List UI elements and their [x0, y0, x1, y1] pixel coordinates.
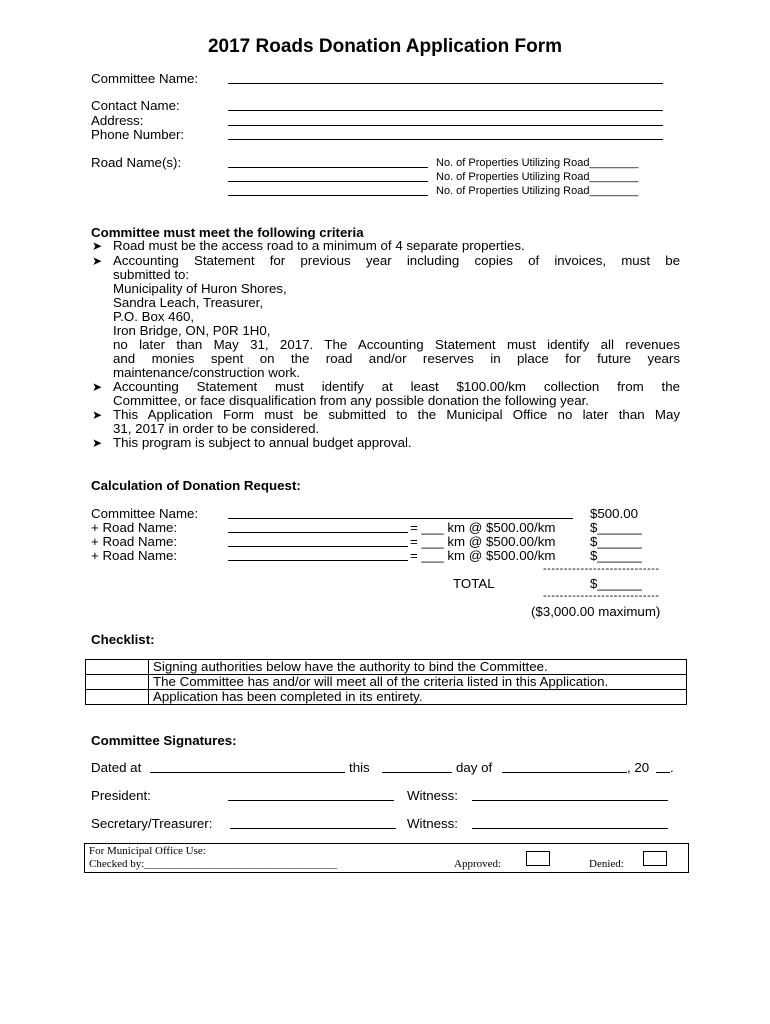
president-signature-field[interactable]: [228, 800, 394, 801]
checklist-row: [86, 660, 687, 675]
checklist-row: [86, 690, 687, 705]
calc-maximum: ($3,000.00 maximum): [531, 604, 661, 619]
deadline-text: and monies spent on the road and/or reserves in place for future years: [113, 351, 680, 366]
municipal-office-box: [84, 843, 689, 873]
criteria-item: Accounting Statement must identify at least $100.00/km collection from the: [113, 379, 680, 394]
year-field[interactable]: [656, 772, 670, 773]
calc-road-amount: $______: [590, 548, 642, 563]
month-field[interactable]: [502, 772, 627, 773]
address-field[interactable]: [228, 125, 663, 126]
address-label: Address:: [91, 113, 144, 128]
calc-road-amount: $______: [590, 520, 642, 535]
calc-committee-field[interactable]: [228, 518, 573, 519]
checklist-heading: Checklist:: [91, 632, 155, 647]
mailing-address-line: Sandra Leach, Treasurer,: [113, 295, 264, 310]
checklist-checkbox[interactable]: [86, 660, 149, 675]
year-prefix-label: , 20: [627, 760, 650, 775]
page-title: 2017 Roads Donation Application Form: [207, 36, 562, 57]
checklist-row: [86, 675, 687, 690]
calc-road-name-field[interactable]: [228, 560, 408, 561]
deadline-text: no later than May 31, 2017. The Accounting Statement must identify all revenues: [113, 337, 680, 352]
denied-checkbox[interactable]: [643, 851, 667, 866]
signatures-heading: Committee Signatures:: [91, 733, 237, 748]
approved-label: Approved:: [454, 858, 502, 870]
road-name-field[interactable]: [228, 195, 428, 196]
witness-signature-field[interactable]: [472, 828, 668, 829]
president-label: President:: [91, 788, 151, 803]
calc-committee-label: Committee Name:: [91, 506, 199, 521]
calc-road-formula: = ___ km @ $500.00/km: [410, 548, 556, 563]
road-name-field[interactable]: [228, 181, 428, 182]
calc-road-formula: = ___ km @ $500.00/km: [410, 534, 556, 549]
checklist-checkbox[interactable]: [86, 675, 149, 690]
checklist-checkbox[interactable]: [86, 690, 149, 705]
arrow-bullet-icon: ➤: [92, 408, 103, 422]
calc-separator: ----------------------------: [543, 590, 660, 602]
criteria-item-continued: submitted to:: [113, 267, 190, 282]
dated-at-label: Dated at: [91, 760, 142, 775]
calc-separator: ----------------------------: [543, 563, 660, 575]
period-mark: .: [670, 760, 674, 775]
witness-signature-field[interactable]: [472, 800, 668, 801]
checklist-table: [85, 659, 687, 705]
day-of-label: day of: [456, 760, 493, 775]
criteria-item: This program is subject to annual budget approval.: [113, 435, 412, 450]
checklist-item: Application has been completed in its entirety.: [149, 690, 687, 705]
calc-committee-amount: $500.00: [590, 506, 639, 521]
criteria-item-continued: 31, 2017 in order to be considered.: [113, 421, 320, 436]
road-names-label: Road Name(s):: [91, 155, 182, 170]
committee-name-field[interactable]: [228, 83, 663, 84]
calc-road-name-field[interactable]: [228, 532, 408, 533]
calc-total-amount: $______: [590, 576, 642, 591]
day-field[interactable]: [382, 772, 452, 773]
criteria-heading: Committee must meet the following criteria: [91, 225, 364, 240]
calculation-heading: Calculation of Donation Request:: [91, 478, 301, 493]
properties-count-label: No. of Properties Utilizing Road________: [436, 185, 639, 197]
arrow-bullet-icon: ➤: [92, 380, 103, 394]
mailing-address-line: Municipality of Huron Shores,: [113, 281, 287, 296]
this-label: this: [349, 760, 370, 775]
contact-name-label: Contact Name:: [91, 98, 180, 113]
calc-road-label: + Road Name:: [91, 534, 178, 549]
office-use-label: For Municipal Office Use:: [89, 845, 206, 857]
arrow-bullet-icon: ➤: [92, 254, 103, 268]
deadline-text: maintenance/construction work.: [113, 365, 300, 380]
denied-label: Denied:: [589, 858, 624, 870]
calc-road-label: + Road Name:: [91, 548, 178, 563]
secretary-signature-field[interactable]: [230, 828, 396, 829]
checklist-item: Signing authorities below have the authority to bind the Committee.: [149, 660, 687, 675]
contact-name-field[interactable]: [228, 110, 663, 111]
approved-checkbox[interactable]: [526, 851, 550, 866]
criteria-item: Accounting Statement for previous year including copies of invoices, must be: [113, 253, 680, 268]
criteria-item: Road must be the access road to a minimum of 4 separate properties.: [113, 238, 525, 253]
checklist-item: The Committee has and/or will meet all of the criteria listed in this Application.: [149, 675, 687, 690]
committee-name-label: Committee Name:: [91, 71, 199, 86]
calc-road-amount: $______: [590, 534, 642, 549]
mailing-address-line: Iron Bridge, ON, P0R 1H0,: [113, 323, 271, 338]
secretary-treasurer-label: Secretary/Treasurer:: [91, 816, 213, 831]
witness-label: Witness:: [407, 788, 458, 803]
mailing-address-line: P.O. Box 460,: [113, 309, 195, 324]
checked-by-field[interactable]: Checked by:___________________________________: [89, 858, 337, 870]
calc-road-formula: = ___ km @ $500.00/km: [410, 520, 556, 535]
arrow-bullet-icon: ➤: [92, 239, 103, 253]
criteria-item-continued: Committee, or face disqualification from any possible donation the following year.: [113, 393, 589, 408]
dated-at-field[interactable]: [150, 772, 345, 773]
calc-road-label: + Road Name:: [91, 520, 178, 535]
phone-number-field[interactable]: [228, 139, 663, 140]
phone-number-label: Phone Number:: [91, 127, 185, 142]
calc-road-name-field[interactable]: [228, 546, 408, 547]
properties-count-label: No. of Properties Utilizing Road________: [436, 157, 639, 169]
calc-total-label: TOTAL: [453, 576, 495, 591]
witness-label: Witness:: [407, 816, 458, 831]
arrow-bullet-icon: ➤: [92, 436, 103, 450]
properties-count-label: No. of Properties Utilizing Road________: [436, 171, 639, 183]
road-name-field[interactable]: [228, 167, 428, 168]
criteria-item: This Application Form must be submitted to the Municipal Office no later than May: [113, 407, 680, 422]
